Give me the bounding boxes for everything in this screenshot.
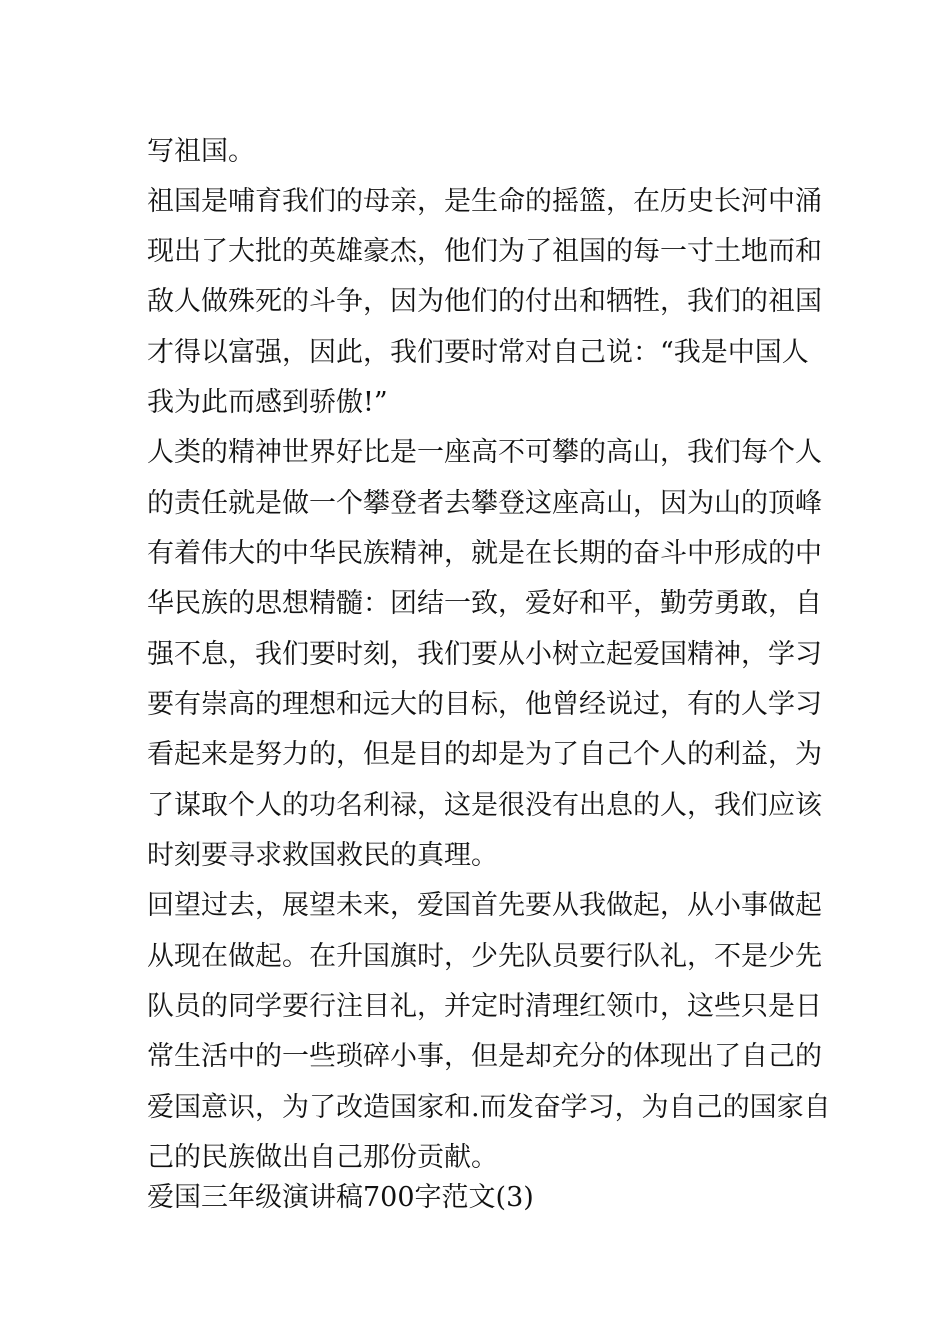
text-line-15: 时刻要寻求救国救民的真理。 bbox=[147, 840, 498, 871]
text-line-7: 人类的精神世界好比是一座高不可攀的高山，我们每个人 bbox=[147, 437, 822, 468]
text-line-8: 的责任就是做一个攀登者去攀登这座高山，因为山的顶峰 bbox=[147, 488, 822, 519]
text-line-13: 看起来是努力的，但是目的却是为了自己个人的利益，为 bbox=[147, 739, 822, 770]
text-line-9: 有着伟大的中华民族精神，就是在长期的奋斗中形成的中 bbox=[147, 538, 822, 569]
text-line-14: 了谋取个人的功名利禄，这是很没有出息的人，我们应该 bbox=[147, 790, 822, 821]
text-line-11: 强不息，我们要时刻，我们要从小树立起爱国精神，学习 bbox=[147, 639, 822, 670]
text-line-12: 要有崇高的理想和远大的目标，他曾经说过，有的人学习 bbox=[147, 689, 822, 720]
text-line-10: 华民族的思想精髓：团结一致，爱好和平，勤劳勇敢，自 bbox=[147, 588, 822, 619]
text-line-19: 常生活中的一些琐碎小事，但是却充分的体现出了自己的 bbox=[147, 1041, 822, 1072]
text-line-6: 我为此而感到骄傲!” bbox=[147, 387, 388, 418]
section-heading: 爱国三年级演讲稿700字范文(3) bbox=[147, 1182, 534, 1213]
text-line-20: 爱国意识，为了改造国家和.而发奋学习，为自己的国家自 bbox=[147, 1092, 831, 1123]
text-line-4: 敌人做殊死的斗争，因为他们的付出和牺牲，我们的祖国 bbox=[147, 286, 822, 317]
text-line-3: 现出了大批的英雄豪杰，他们为了祖国的每一寸土地而和 bbox=[147, 236, 822, 267]
text-line-21: 己的民族做出自己那份贡献。 bbox=[147, 1142, 498, 1173]
text-line-5: 才得以富强，因此，我们要时常对自己说：“我是中国人 bbox=[147, 337, 809, 368]
text-line-16: 回望过去，展望未来，爱国首先要从我做起，从小事做起 bbox=[147, 890, 822, 921]
text-line-2: 祖国是哺育我们的母亲，是生命的摇篮，在历史长河中涌 bbox=[147, 186, 822, 217]
text-line-17: 从现在做起。在升国旗时，少先队员要行队礼，不是少先 bbox=[147, 941, 822, 972]
text-line-1: 写祖国。 bbox=[147, 136, 255, 167]
text-line-18: 队员的同学要行注目礼，并定时清理红领巾，这些只是日 bbox=[147, 991, 822, 1022]
